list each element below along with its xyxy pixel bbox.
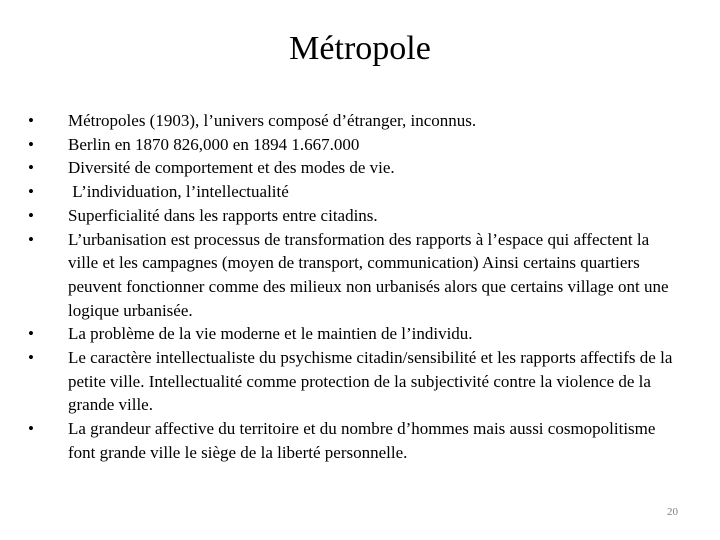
bullet-item bbox=[28, 322, 678, 346]
bullet-text: L’urbanisation est processus de transformation des rapports à l’espace qui affectent la ville et les campagnes (moyen de transport, communication) Ainsi certains quartiers peuvent fonctionner comme des milieux non urbanisés alors que certains village ont une logique urbanisée. bbox=[68, 229, 669, 320]
bullet-icon: • bbox=[28, 229, 34, 249]
bullet-text: Berlin en 1870 826,000 en 1894 1.667.000 bbox=[68, 134, 360, 154]
bullet-text: La grandeur affective du territoire et du nombre d’hommes mais aussi cosmopolitisme font grande ville le siège de la liberté personnelle. bbox=[68, 419, 656, 462]
bullet-text: L’individuation, l’intellectualité bbox=[68, 182, 289, 202]
bullet-item bbox=[28, 346, 678, 417]
bullet-icon: • bbox=[28, 182, 34, 202]
bullet-icon: • bbox=[28, 419, 34, 439]
bullet-text: La problème de la vie moderne et le maintien de l’individu. bbox=[68, 324, 473, 344]
bullet-text: Superficialité dans les rapports entre citadins. bbox=[68, 205, 378, 225]
bullet-list bbox=[28, 109, 678, 465]
bullet-item bbox=[28, 228, 678, 323]
bullet-icon: • bbox=[28, 205, 34, 225]
slide-title: Métropole bbox=[289, 30, 431, 67]
bullet-icon: • bbox=[28, 134, 34, 154]
slide-number: 20 bbox=[667, 506, 678, 518]
bullet-item bbox=[28, 417, 678, 464]
bullet-item bbox=[28, 109, 678, 133]
bullet-item bbox=[28, 133, 678, 157]
bullet-item bbox=[28, 156, 678, 180]
bullet-icon: • bbox=[28, 324, 34, 344]
bullet-icon: • bbox=[28, 158, 34, 178]
bullet-text: Diversité de comportement et des modes de vie. bbox=[68, 158, 395, 178]
bullet-icon: • bbox=[28, 348, 34, 368]
bullet-text: Métropoles (1903), l’univers composé d’étranger, inconnus. bbox=[68, 111, 477, 130]
bullet-icon: • bbox=[28, 111, 34, 130]
bullet-text: Le caractère intellectualiste du psychisme citadin/sensibilité et les rapports affectifs de la petite ville. Intellectualité comme protection de la subjectivité contre la violence de la grande ville. bbox=[68, 348, 673, 415]
bullet-item bbox=[28, 204, 678, 228]
bullet-item bbox=[28, 180, 678, 204]
